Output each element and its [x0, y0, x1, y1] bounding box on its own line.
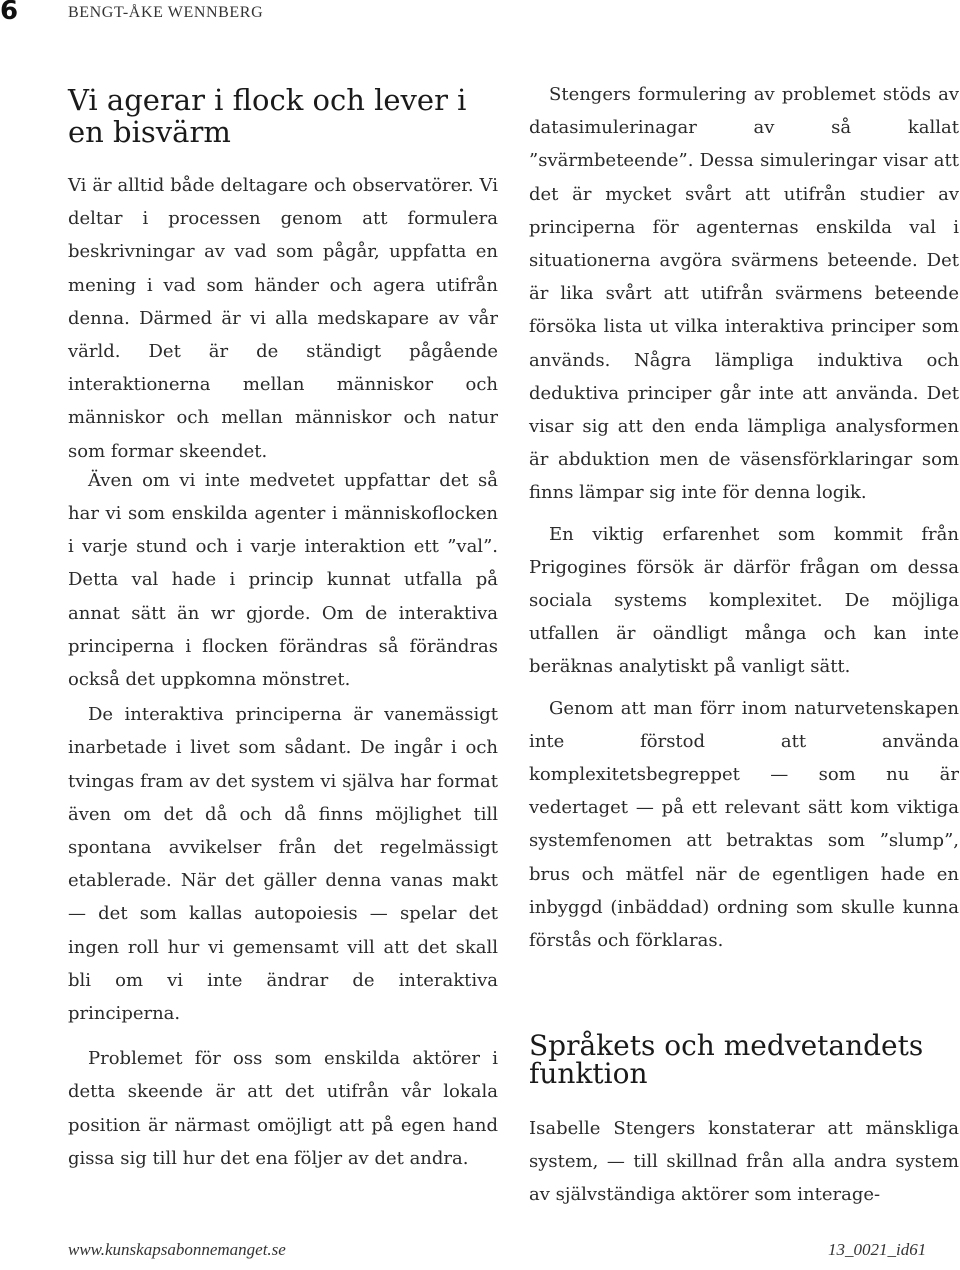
paragraph: Isabelle Stengers konstaterar att mänskliga system, — till skillnad från alla andra system av självständiga aktörer som interage-: [529, 1118, 959, 1206]
footer-code: 13_0021_id61: [828, 1240, 927, 1259]
section-heading-wrap: [68, 84, 498, 148]
section-heading: Vi agerar i flock och lever i en bisvärm: [68, 83, 467, 149]
paragraph: Även om vi inte medvetet uppfattar det så har vi som enskilda agenter i människoflocken i varje stund och i varje interaktion ett ”val”. Detta val hade i princip kunnat utfalla på annat sätt än wr gjorde. Om de interaktiva principerna i flocken förändras så förändras också det uppkomna mönstret.: [68, 469, 498, 691]
paragraph-gap: [529, 684, 959, 692]
running-head: BENGT-ÅKE WENNBERG: [68, 4, 264, 21]
footer-website: www.kunskapsabonnemanget.se: [68, 1240, 286, 1259]
paragraph: En viktig erfarenhet som kommit från Prigogines försök är därför frågan om dessa sociala systems komplexitet. De möjliga utfallen är oändligt många och kan inte beräknas analytiskt på vanligt sätt.: [529, 523, 959, 678]
subsection-heading: Språkets och medvetandets funktion: [529, 1029, 924, 1090]
paragraph: De interaktiva principerna är vanemässigt inarbetade i livet som sådant. De ingår i och tvingas fram av det system vi själva har format även om det då och då finns möjlighet till spontana avvikelser från det regelmässigt etablerade. När det gäller denna vanas makt — det som kallas autopoiesis — spelar det ingen roll hur vi gemensamt vill att det skall bli om vi inte ändrar de interaktiva principerna.: [68, 704, 498, 1025]
paragraph: Genom att man förr inom naturvetenskapen inte förstod att använda komplexitetsbegreppet — som nu är vedertaget — på ett relevant sätt kom viktiga systemfenomen att betraktas som ”slump”, brus och mätfel när de egentligen hade en inbyggd (inbäddad) ordning som skulle kunna förstås och förklaras.: [529, 697, 959, 952]
paragraph-gap: [68, 1030, 498, 1042]
subsection-heading-wrap: [529, 1029, 959, 1090]
paragraph: Stengers formulering av problemet stöds av datasimulerinagar av så kallat ”svärmbeteende”. Dessa simuleringar visar att det är mycket svårt att utifrån studier av principerna för agenternas enskilda val i situationerna avgöra svärmens beteende. Det är lika svårt att utifrån svärmens beteende försöka lista ut vilka interaktiva principer som används. Några lämpliga induktiva och deduktiva principer går inte att använda. Det visar sig att den enda lämpliga analysformen är abduktion men de väsensförklaringar som finns lämpar sig inte för denna logik.: [529, 84, 959, 504]
page-number: 6: [0, 0, 19, 26]
left-body: [68, 169, 498, 1175]
paragraph: Vi är alltid både deltagare och observatörer. Vi deltar i processen genom att formulera beskrivningar av vad som pågår, uppfatta en mening i vad som händer och agera utifrån denna. Därmed är vi alla medskapare av vår värld. Det är de ständigt pågående interaktionerna mellan människor och människor och mellan människor och natur som formar skeendet.: [68, 175, 498, 462]
paragraph: Problemet för oss som enskilda aktörer i detta skeende är att det utifrån vår lokala position är närmast omöjligt att på egen hand gissa sig till hur det ena följer av det andra.: [68, 1048, 498, 1169]
right-body-after-heading: [529, 1112, 959, 1212]
right-body: [529, 78, 959, 957]
paragraph-gap: [529, 510, 959, 518]
